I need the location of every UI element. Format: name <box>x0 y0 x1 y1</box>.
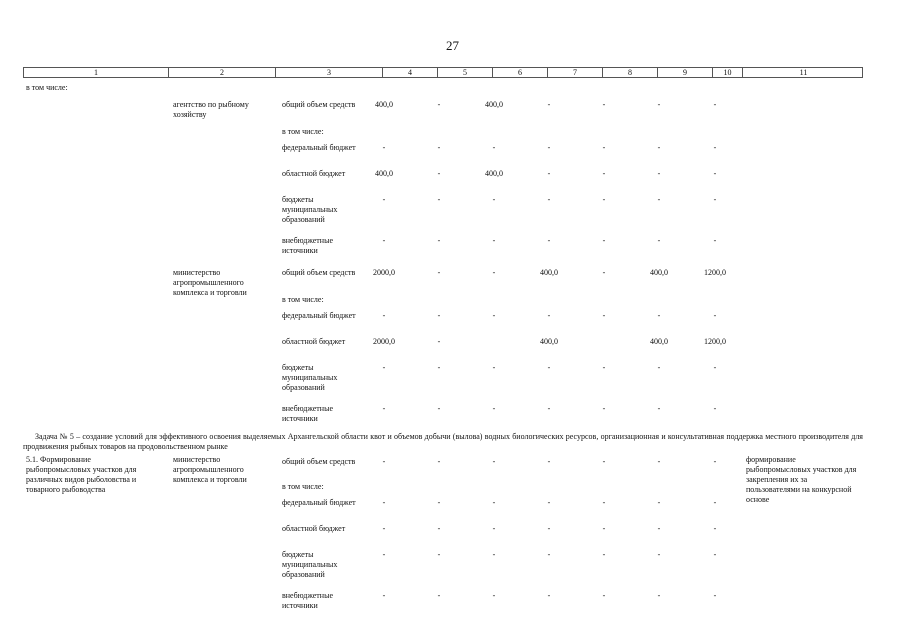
header-col-1: 1 <box>94 68 98 77</box>
page-number: 27 <box>446 38 459 53</box>
value-cell-col-4: 400,0 <box>375 100 393 109</box>
header-col-6: 6 <box>492 68 547 78</box>
value-cell-col-5: - <box>437 457 441 466</box>
value-cell-col-10: - <box>713 404 717 413</box>
value-cell-col-10: - <box>713 100 717 109</box>
value-cell-col-9: - <box>657 524 661 533</box>
value-cell-col-10: - <box>713 363 717 372</box>
row-label: в том числе: <box>282 127 324 136</box>
executor-fisheries-agency: агентство по рыбному хозяйству <box>173 100 249 119</box>
executor-agro-ministry: министерство агропромышленного комплекса и торговли <box>173 268 247 297</box>
value-cell-col-4: - <box>382 236 386 245</box>
value-cell-col-10: 1200,0 <box>704 268 726 277</box>
value-cell-col-6: - <box>492 591 496 600</box>
value-cell-col-4: - <box>382 195 386 204</box>
row-label: бюджеты муниципальных образований <box>282 363 338 392</box>
value-cell-col-7: - <box>547 100 551 109</box>
value-cell-col-5: - <box>437 169 441 178</box>
header-col-4: 4 <box>382 68 437 78</box>
value-cell-col-8: - <box>602 236 606 245</box>
value-cell-col-8: - <box>602 550 606 559</box>
header-col-3: 3 <box>275 68 382 78</box>
value-cell-col-7: - <box>547 404 551 413</box>
value-cell-col-6: - <box>492 236 496 245</box>
value-cell-col-10: 1200,0 <box>704 337 726 346</box>
value-cell-col-7: - <box>547 311 551 320</box>
item-5-1-result: формирование рыбопромысловых участков для закрепления их за пользователями на конкурсной основе <box>746 455 857 504</box>
value-cell-col-8: - <box>602 143 606 152</box>
task-5-heading: Задача № 5 – создание условий для эффективного освоения выделяемых Архангельской области квот и объемов добычи (вылова) водных биологических ресурсов, организационная и консультативная поддержка местного производителя для продвижения рыбных товаров на продовольственном рынке <box>23 432 863 451</box>
value-cell-col-6: - <box>492 550 496 559</box>
item-5-1-executor: министерство агропромышленного комплекса и торговли <box>173 455 247 484</box>
value-cell-col-6: - <box>492 457 496 466</box>
value-cell-col-4: 400,0 <box>375 169 393 178</box>
value-cell-col-10: - <box>713 143 717 152</box>
row-label: федеральный бюджет <box>282 498 356 507</box>
item-5-1-title: 5.1. Формирование рыбопромысловых участков для различных видов рыболовства и товарного рыбоводства <box>26 455 137 494</box>
value-cell-col-10: - <box>713 457 717 466</box>
value-cell-col-9: - <box>657 143 661 152</box>
value-cell-col-5: - <box>437 268 441 277</box>
value-cell-col-5: - <box>437 524 441 533</box>
row-label: общий объем средств <box>282 100 356 109</box>
value-cell-col-5: - <box>437 143 441 152</box>
value-cell-col-7: - <box>547 498 551 507</box>
value-cell-col-4: - <box>382 143 386 152</box>
value-cell-col-7: 400,0 <box>540 268 558 277</box>
value-cell-col-6: - <box>492 311 496 320</box>
value-cell-col-6: - <box>492 404 496 413</box>
row-label: областной бюджет <box>282 337 346 346</box>
row-label: федеральный бюджет <box>282 143 356 152</box>
value-cell-col-4: - <box>382 404 386 413</box>
value-cell-col-8: - <box>602 363 606 372</box>
value-cell-col-7: - <box>547 169 551 178</box>
value-cell-col-10: - <box>713 195 717 204</box>
value-cell-col-6: 400,0 <box>485 100 503 109</box>
value-cell-col-8: - <box>602 498 606 507</box>
value-cell-col-5: - <box>437 195 441 204</box>
row-label: внебюджетные источники <box>282 404 333 423</box>
value-cell-col-5: - <box>437 404 441 413</box>
value-cell-col-7: - <box>547 524 551 533</box>
row-label: областной бюджет <box>282 524 346 533</box>
value-cell-col-10: - <box>713 550 717 559</box>
value-cell-col-5: - <box>437 550 441 559</box>
value-cell-col-9: - <box>657 100 661 109</box>
value-cell-col-10: - <box>713 169 717 178</box>
value-cell-col-6: - <box>492 363 496 372</box>
value-cell-col-4: - <box>382 550 386 559</box>
row-label: общий объем средств <box>282 457 356 466</box>
value-cell-col-9: - <box>657 169 661 178</box>
header-col-8: 8 <box>602 68 657 78</box>
value-cell-col-8: - <box>602 268 606 277</box>
header-col-5: 5 <box>437 68 492 78</box>
header-col-2: 2 <box>168 68 275 78</box>
value-cell-col-5: - <box>437 100 441 109</box>
value-cell-col-6: - <box>492 524 496 533</box>
row-label: внебюджетные источники <box>282 236 333 255</box>
value-cell-col-9: - <box>657 457 661 466</box>
value-cell-col-5: - <box>437 311 441 320</box>
row-label: в том числе: <box>282 295 324 304</box>
value-cell-col-8: - <box>602 195 606 204</box>
value-cell-col-8: - <box>602 591 606 600</box>
header-col-9: 9 <box>657 68 712 78</box>
value-cell-col-9: - <box>657 591 661 600</box>
header-col-7: 7 <box>547 68 602 78</box>
value-cell-col-7: - <box>547 363 551 372</box>
value-cell-col-5: - <box>437 236 441 245</box>
row-label: внебюджетные источники <box>282 591 333 610</box>
value-cell-col-10: - <box>713 591 717 600</box>
value-cell-col-9: - <box>657 550 661 559</box>
header-col-11: 11 <box>742 68 864 78</box>
row-label: в том числе: <box>282 482 324 491</box>
value-cell-col-4: - <box>382 498 386 507</box>
continuation-label: в том числе: <box>26 83 68 92</box>
value-cell-col-7: - <box>547 236 551 245</box>
value-cell-col-9: - <box>657 195 661 204</box>
row-label: федеральный бюджет <box>282 311 356 320</box>
value-cell-col-4: - <box>382 524 386 533</box>
header-col-10: 10 <box>712 68 742 78</box>
row-label: бюджеты муниципальных образований <box>282 195 338 224</box>
value-cell-col-9: - <box>657 363 661 372</box>
value-cell-col-9: - <box>657 404 661 413</box>
value-cell-col-6: - <box>492 498 496 507</box>
value-cell-col-8: - <box>602 404 606 413</box>
value-cell-col-7: - <box>547 195 551 204</box>
table-header-row <box>23 67 863 78</box>
value-cell-col-7: - <box>547 550 551 559</box>
value-cell-col-7: - <box>547 143 551 152</box>
value-cell-col-10: - <box>713 236 717 245</box>
value-cell-col-9: 400,0 <box>650 268 668 277</box>
value-cell-col-4: - <box>382 591 386 600</box>
row-label: бюджеты муниципальных образований <box>282 550 338 579</box>
row-label: общий объем средств <box>282 268 356 277</box>
value-cell-col-4: 2000,0 <box>373 268 395 277</box>
value-cell-col-4: 2000,0 <box>373 337 395 346</box>
value-cell-col-9: - <box>657 236 661 245</box>
value-cell-col-5: - <box>437 498 441 507</box>
value-cell-col-10: - <box>713 524 717 533</box>
value-cell-col-7: 400,0 <box>540 337 558 346</box>
value-cell-col-8: - <box>602 524 606 533</box>
value-cell-col-6: - <box>492 143 496 152</box>
value-cell-col-4: - <box>382 457 386 466</box>
value-cell-col-4: - <box>382 311 386 320</box>
value-cell-col-6: - <box>492 268 496 277</box>
value-cell-col-10: - <box>713 498 717 507</box>
row-label: областной бюджет <box>282 169 346 178</box>
value-cell-col-6: 400,0 <box>485 169 503 178</box>
value-cell-col-9: - <box>657 311 661 320</box>
value-cell-col-5: - <box>437 591 441 600</box>
value-cell-col-5: - <box>437 363 441 372</box>
value-cell-col-8: - <box>602 457 606 466</box>
value-cell-col-8: - <box>602 169 606 178</box>
value-cell-col-8: - <box>602 311 606 320</box>
value-cell-col-7: - <box>547 591 551 600</box>
value-cell-col-7: - <box>547 457 551 466</box>
value-cell-col-5: - <box>437 337 441 346</box>
value-cell-col-8: - <box>602 100 606 109</box>
value-cell-col-6: - <box>492 195 496 204</box>
value-cell-col-9: - <box>657 498 661 507</box>
value-cell-col-9: 400,0 <box>650 337 668 346</box>
value-cell-col-10: - <box>713 311 717 320</box>
value-cell-col-4: - <box>382 363 386 372</box>
